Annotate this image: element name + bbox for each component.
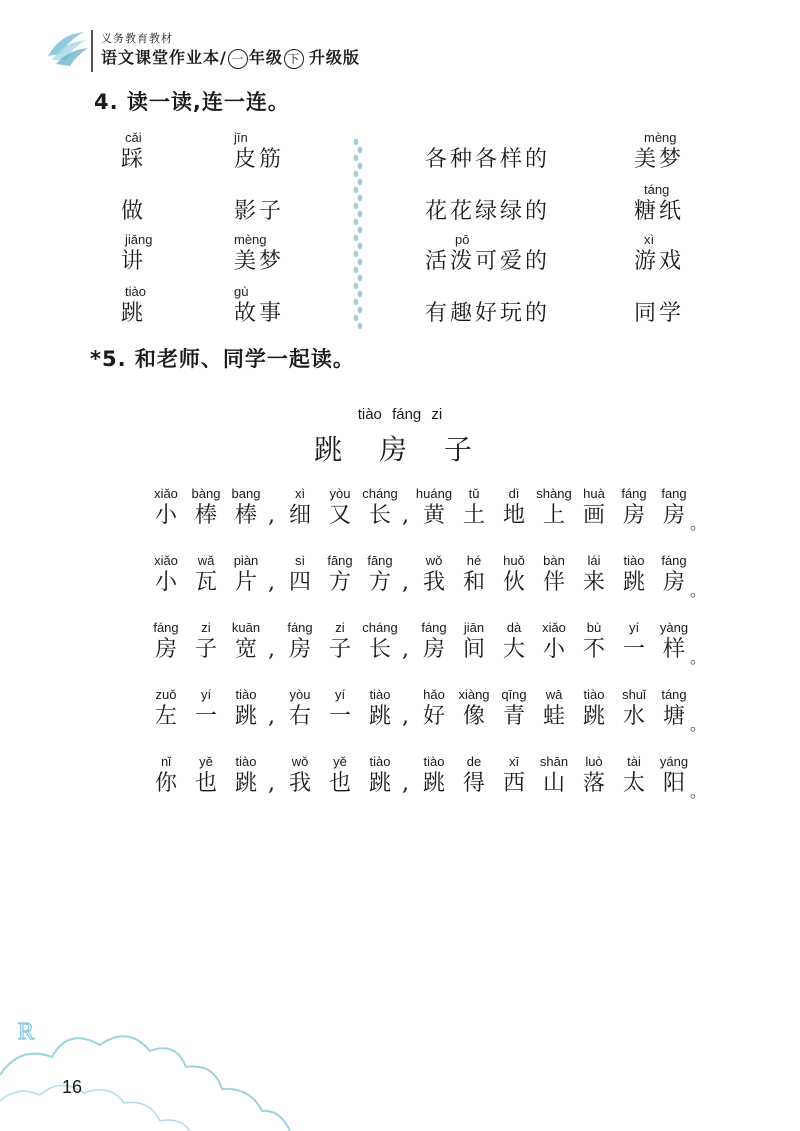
- hanzi: 跳: [622, 570, 645, 595]
- poem-line: [146, 687, 707, 735]
- book-title-main: 语文课堂作业本/: [101, 48, 227, 67]
- hanzi: 太: [622, 771, 645, 796]
- hanzi: 又: [328, 503, 351, 528]
- pinyin: kuān: [231, 620, 261, 635]
- verb-item: [121, 232, 152, 276]
- pinyin: huǒ: [503, 553, 525, 568]
- pinyin: gù: [234, 284, 249, 299]
- pinyin: luò: [585, 754, 603, 769]
- page-number: 16: [62, 1077, 83, 1097]
- hanzi: 房: [288, 637, 311, 662]
- pinyin: fang: [661, 486, 687, 501]
- pinyin: shàng: [536, 486, 572, 501]
- pinyin: cháng: [362, 486, 398, 501]
- period: 。: [690, 715, 707, 734]
- hanzi-word: 活泼可爱的: [425, 249, 551, 274]
- pinyin: tài: [627, 754, 641, 769]
- hanzi: 小: [154, 503, 177, 528]
- hanzi-word: 踩: [121, 147, 147, 172]
- noun-item: [234, 284, 284, 328]
- pinyin: [425, 284, 550, 300]
- pinyin: tiào: [235, 687, 257, 702]
- hanzi: 塘: [662, 704, 685, 729]
- hanzi: 落: [582, 771, 605, 796]
- hanzi: 宽: [234, 637, 257, 662]
- object-item: [634, 284, 684, 328]
- hanzi: 一: [194, 704, 217, 729]
- pinyin: dì: [508, 486, 520, 501]
- period: 。: [690, 648, 707, 667]
- hanzi: 房: [662, 503, 685, 528]
- vine-divider-icon: [350, 138, 366, 330]
- pinyin: jiǎng: [125, 232, 153, 247]
- cloud-decoration-icon: [0, 1005, 300, 1131]
- hanzi: 一: [328, 704, 351, 729]
- pinyin: zi: [201, 620, 211, 635]
- comma: ,: [268, 637, 275, 662]
- hanzi: 小: [154, 570, 177, 595]
- pinyin: wǎ: [197, 553, 215, 568]
- hanzi: 细: [288, 503, 311, 528]
- period: 。: [690, 581, 707, 600]
- hanzi: 房: [422, 637, 445, 662]
- pinyin: zi: [335, 620, 345, 635]
- poem-line: [146, 620, 707, 668]
- hanzi: 左: [154, 704, 177, 729]
- pinyin: jīn: [234, 130, 248, 145]
- pinyin: shuǐ: [622, 687, 646, 702]
- pinyin: mèng: [234, 232, 267, 247]
- hanzi: 片: [234, 570, 257, 595]
- pinyin: huà: [583, 486, 605, 501]
- hanzi: 跳: [422, 771, 445, 796]
- pinyin: hé: [466, 553, 482, 568]
- period: 。: [690, 782, 707, 801]
- poem-title-pinyin: tiào fáng zi: [357, 406, 443, 423]
- hanzi: 地: [502, 503, 525, 528]
- hanzi: 长: [368, 503, 391, 528]
- book-title: [101, 45, 360, 69]
- pinyin: yě: [199, 754, 213, 769]
- syllable: [654, 620, 694, 664]
- pinyin: bang: [231, 486, 261, 501]
- exercise-5-heading: *5. 和老师、同学一起读。: [90, 347, 355, 371]
- pinyin: shān: [539, 754, 569, 769]
- hanzi: 棒: [234, 503, 257, 528]
- hanzi-word: 花花绿绿的: [425, 199, 551, 224]
- pinyin: huáng: [415, 486, 453, 501]
- comma: ,: [402, 704, 409, 729]
- noun-item: [234, 182, 284, 226]
- hanzi: 一: [622, 637, 645, 662]
- hanzi: 来: [582, 570, 605, 595]
- hanzi: 上: [542, 503, 565, 528]
- hanzi-word: 跳: [121, 301, 147, 326]
- hanzi-word: 影子: [234, 199, 285, 224]
- hanzi: 跳: [368, 771, 391, 796]
- pinyin: fāng: [327, 553, 353, 568]
- hanzi: 我: [288, 771, 311, 796]
- hanzi: 和: [462, 570, 485, 595]
- hanzi: 跳: [582, 704, 605, 729]
- pinyin: fáng: [287, 620, 313, 635]
- edition-label: 升级版: [308, 48, 360, 67]
- pinyin: xī: [508, 754, 520, 769]
- object-item: [634, 232, 684, 276]
- hanzi: 房: [154, 637, 177, 662]
- pinyin: yáng: [659, 754, 689, 769]
- hanzi: 方: [368, 570, 391, 595]
- hanzi-word: 糖纸: [634, 199, 685, 224]
- pinyin: xì: [294, 486, 306, 501]
- pinyin: tiào: [235, 754, 257, 769]
- pinyin: [634, 284, 684, 300]
- pinyin: yí: [628, 620, 640, 635]
- comma: ,: [402, 637, 409, 662]
- hanzi: 水: [622, 704, 645, 729]
- grade-text: 年级: [248, 48, 283, 67]
- poem-line: [146, 553, 707, 601]
- hanzi: 黄: [422, 503, 445, 528]
- pinyin: [425, 130, 550, 146]
- pinyin: wǒ: [425, 553, 443, 568]
- pinyin: de: [466, 754, 482, 769]
- hanzi: 子: [194, 637, 217, 662]
- term-circle-char: 下: [284, 49, 304, 69]
- hanzi: 我: [422, 570, 445, 595]
- pinyin: [425, 182, 550, 198]
- pinyin: fāng: [367, 553, 393, 568]
- pinyin: tiào: [623, 553, 645, 568]
- hanzi-word: 各种各样的: [425, 147, 551, 172]
- pinyin: [234, 182, 284, 198]
- hanzi: 长: [368, 637, 391, 662]
- pinyin: yě: [333, 754, 347, 769]
- hanzi-word: 故事: [234, 301, 285, 326]
- pinyin: hǎo: [423, 687, 445, 702]
- hanzi-word: 讲: [121, 249, 147, 274]
- hanzi: 间: [462, 637, 485, 662]
- hanzi: 青: [502, 704, 525, 729]
- pinyin: yí: [200, 687, 212, 702]
- comma: ,: [268, 704, 275, 729]
- hanzi: 不: [582, 637, 605, 662]
- pinyin: tiào: [583, 687, 605, 702]
- pinyin: tiào: [125, 284, 146, 299]
- hanzi-word: 有趣好玩的: [425, 301, 551, 326]
- pinyin: xiǎo: [542, 620, 566, 635]
- pinyin: dà: [506, 620, 522, 635]
- footer-letter: R: [18, 1019, 35, 1045]
- pinyin: tiào: [423, 754, 445, 769]
- pinyin: tiào: [369, 754, 391, 769]
- comma: ,: [402, 503, 409, 528]
- pinyin: bàng: [191, 486, 221, 501]
- hanzi-word: 同学: [634, 301, 685, 326]
- pinyin: lái: [587, 553, 601, 568]
- hanzi-word: 游戏: [634, 249, 685, 274]
- pinyin: yòu: [329, 486, 351, 501]
- verb-item: [121, 182, 146, 226]
- pinyin: cǎi: [125, 130, 142, 145]
- hanzi-word: 皮筋: [234, 147, 285, 172]
- hanzi: 跳: [234, 704, 257, 729]
- hanzi: 西: [502, 771, 525, 796]
- pinyin: pō: [455, 232, 470, 247]
- hanzi: 右: [288, 704, 311, 729]
- hanzi: 蛙: [542, 704, 565, 729]
- hanzi: 伙: [502, 570, 525, 595]
- pinyin: nǐ: [160, 754, 172, 769]
- pinyin: fáng: [153, 620, 179, 635]
- pinyin: táng: [661, 687, 687, 702]
- period: 。: [690, 514, 707, 533]
- hanzi: 也: [328, 771, 351, 796]
- pinyin: xì: [644, 232, 655, 247]
- adjective-item: [425, 130, 550, 174]
- object-item: [634, 182, 684, 226]
- pinyin: sì: [294, 553, 306, 568]
- pinyin: xiàng: [458, 687, 490, 702]
- poem-line: [146, 486, 707, 534]
- pinyin: fáng: [421, 620, 447, 635]
- adjective-item: [425, 182, 550, 226]
- hanzi: 棒: [194, 503, 217, 528]
- poem-line: [146, 754, 707, 802]
- verb-item: [121, 284, 146, 328]
- pinyin: bù: [586, 620, 602, 635]
- pinyin: piàn: [233, 553, 259, 568]
- pinyin: wā: [545, 687, 563, 702]
- adjective-item: [425, 232, 550, 276]
- pinyin: yòu: [289, 687, 311, 702]
- hanzi: 像: [462, 704, 485, 729]
- pinyin: jiān: [463, 620, 485, 635]
- pinyin: zuǒ: [155, 687, 177, 702]
- hanzi: 四: [288, 570, 311, 595]
- hanzi: 瓦: [194, 570, 217, 595]
- hanzi: 房: [622, 503, 645, 528]
- hanzi: 阳: [662, 771, 685, 796]
- pinyin: cháng: [362, 620, 398, 635]
- hanzi: 小: [542, 637, 565, 662]
- hanzi: 画: [582, 503, 605, 528]
- noun-item: [234, 232, 284, 276]
- hanzi: 好: [422, 704, 445, 729]
- series-label: 义务教育教材: [101, 32, 173, 45]
- pinyin: fáng: [621, 486, 647, 501]
- pinyin: xiǎo: [154, 553, 178, 568]
- publisher-logo-icon: [44, 26, 90, 72]
- hanzi: 伴: [542, 570, 565, 595]
- pinyin: táng: [644, 182, 670, 197]
- hanzi: 也: [194, 771, 217, 796]
- hanzi: 土: [462, 503, 485, 528]
- syllable: [654, 754, 694, 798]
- hanzi-word: 美梦: [234, 249, 285, 274]
- pinyin: yàng: [659, 620, 689, 635]
- adjective-item: [425, 284, 550, 328]
- syllable: [654, 553, 694, 597]
- grade-circle-char: 一: [228, 49, 248, 69]
- hanzi: 大: [502, 637, 525, 662]
- hanzi-word: 做: [121, 199, 147, 224]
- hanzi: 跳: [234, 771, 257, 796]
- header-divider: [91, 30, 93, 72]
- hanzi-word: 美梦: [634, 147, 685, 172]
- pinyin: wǒ: [291, 754, 309, 769]
- comma: ,: [268, 570, 275, 595]
- pinyin: yí: [334, 687, 346, 702]
- pinyin: [121, 182, 146, 198]
- poem-title: 跳 房 子: [314, 433, 486, 466]
- hanzi: 你: [154, 771, 177, 796]
- pinyin: tiào: [369, 687, 391, 702]
- object-item: [634, 130, 684, 174]
- comma: ,: [268, 503, 275, 528]
- pinyin: tǔ: [468, 486, 480, 501]
- pinyin: fáng: [661, 553, 687, 568]
- hanzi: 跳: [368, 704, 391, 729]
- pinyin: bàn: [543, 553, 565, 568]
- comma: ,: [402, 771, 409, 796]
- pinyin: qīng: [501, 687, 527, 702]
- hanzi: 样: [662, 637, 685, 662]
- comma: ,: [402, 570, 409, 595]
- pinyin: xiǎo: [154, 486, 178, 501]
- hanzi: 房: [662, 570, 685, 595]
- noun-item: [234, 130, 284, 174]
- verb-item: [121, 130, 146, 174]
- pinyin: mèng: [644, 130, 677, 145]
- comma: ,: [268, 771, 275, 796]
- hanzi: 山: [542, 771, 565, 796]
- syllable: [654, 486, 694, 530]
- hanzi: 方: [328, 570, 351, 595]
- hanzi: 子: [328, 637, 351, 662]
- syllable: [654, 687, 694, 731]
- hanzi: 得: [462, 771, 485, 796]
- exercise-4-heading: 4. 读一读,连一连。: [94, 90, 290, 114]
